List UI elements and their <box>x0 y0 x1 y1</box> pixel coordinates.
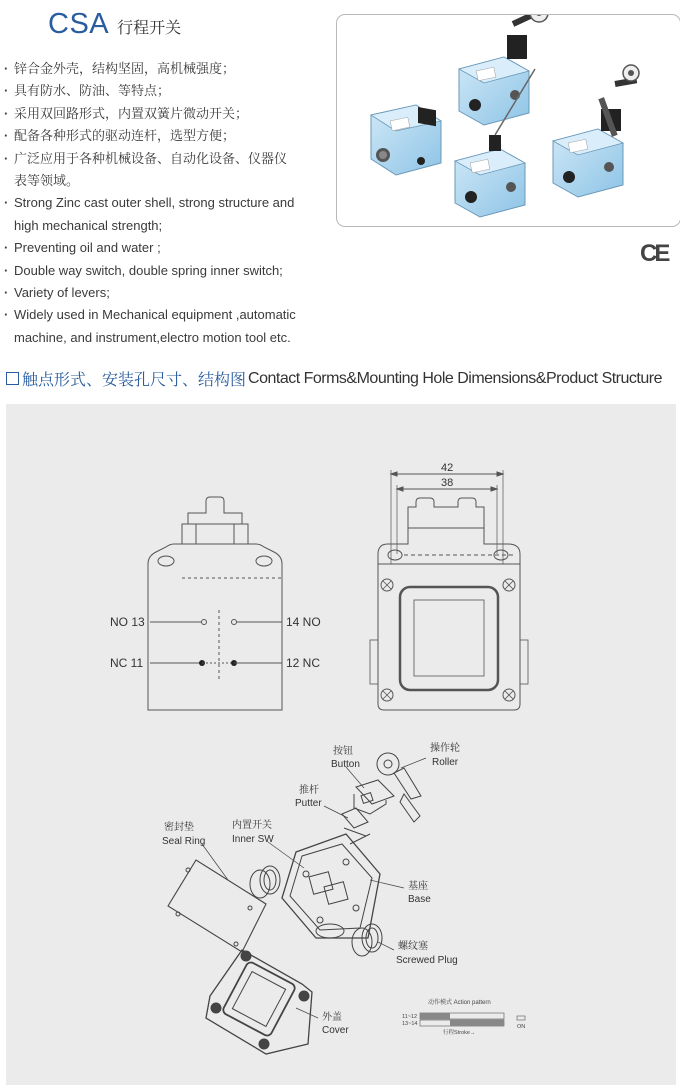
action-legend-on-label: ON <box>517 1024 526 1030</box>
feature-item-continued: high mechanical strength; <box>14 217 163 233</box>
contact-form-drawing <box>148 497 282 710</box>
product-photo-panel <box>336 14 680 227</box>
feature-item: · Double way switch, double spring inner switch; <box>4 260 334 282</box>
label-screwed-plug-en: Screwed Plug <box>396 955 458 966</box>
product-name: 行程开关 <box>117 20 182 37</box>
section-heading <box>6 367 662 390</box>
feature-item: · Preventing oil and water ; <box>4 237 334 259</box>
dimension-outer-width: 42 <box>441 462 454 474</box>
contact-nc-right-label: 12 NC <box>286 656 321 670</box>
label-roller-cn: 操作轮 <box>430 743 460 754</box>
label-roller-en: Roller <box>432 757 459 768</box>
contact-nc-left-label: NC 11 <box>110 656 144 670</box>
ce-certification-mark: CE <box>640 240 668 267</box>
feature-item: · Variety of levers; <box>4 282 334 304</box>
label-button-en: Button <box>331 759 360 770</box>
action-pattern-title: 动作模式 Action pattern <box>428 1000 491 1006</box>
section-title-en: Contact Forms&Mounting Hole Dimensions&Product Structure <box>248 369 662 387</box>
action-pattern-stroke-label: 行程Stroke→ <box>443 1030 476 1036</box>
label-base-en: Base <box>408 894 431 905</box>
label-screwed-plug-cn: 螺纹塞 <box>398 941 428 952</box>
product-photo-illustration <box>337 15 680 226</box>
feature-item: · Strong Zinc cast outer shell, strong structure and <box>4 192 334 214</box>
label-inner-sw-en: Inner SW <box>232 834 274 845</box>
action-legend-on-swatch <box>517 1016 525 1020</box>
dimension-inner-width: 38 <box>441 477 454 489</box>
action-pattern-chart <box>402 998 525 1036</box>
product-code: CSA <box>48 8 110 40</box>
feature-item: · 具有防水、防油、等特点； <box>4 80 334 102</box>
switch-adjustable-roller-image <box>553 65 639 197</box>
feature-item: · Widely used in Mechanical equipment ,automatic <box>4 304 334 326</box>
label-seal-ring-en: Seal Ring <box>162 836 206 847</box>
feature-list <box>4 58 334 349</box>
label-putter-en: Putter <box>295 798 322 809</box>
section-box-icon <box>6 372 19 385</box>
label-button-cn: 按钮 <box>333 746 353 757</box>
action-bar-row1-fill <box>420 1013 450 1019</box>
label-base-cn: 基座 <box>408 881 428 892</box>
label-inner-sw-cn: 内置开关 <box>232 820 272 831</box>
technical-drawings <box>6 404 676 1085</box>
label-seal-ring-cn: 密封垫 <box>164 822 194 833</box>
section-title-cn: 触点形式、安装孔尺寸、结构图 <box>22 372 247 389</box>
action-bar-row2-fill <box>450 1020 504 1026</box>
product-title <box>48 8 181 41</box>
feature-item: · 锌合金外壳，结构坚固，高机械强度； <box>4 58 334 80</box>
feature-item: · 广泛应用于各种机械设备、自动化设备、仪器仪 <box>4 148 334 170</box>
feature-item-continued: 表等领域。 <box>14 173 80 189</box>
action-pattern-row1: 11~12 <box>402 1014 418 1020</box>
mounting-hole-drawing <box>370 470 528 710</box>
switch-plain-image <box>371 105 441 175</box>
label-cover-en: Cover <box>322 1025 349 1036</box>
contact-no-right-label: 14 NO <box>286 615 321 629</box>
feature-item: · 配备各种形式的驱动连杆，选型方便； <box>4 125 334 147</box>
label-putter-cn: 推杆 <box>299 785 319 796</box>
feature-item: · 采用双回路形式，内置双簧片微动开关； <box>4 103 334 125</box>
feature-item-continued: machine, and instrument,electro motion tool etc. <box>14 329 291 345</box>
action-pattern-row2: 13~14 <box>402 1021 418 1027</box>
label-cover-cn: 外盖 <box>322 1012 342 1023</box>
contact-no-left-label: NO 13 <box>110 615 145 629</box>
diagram-panel <box>6 404 676 1085</box>
